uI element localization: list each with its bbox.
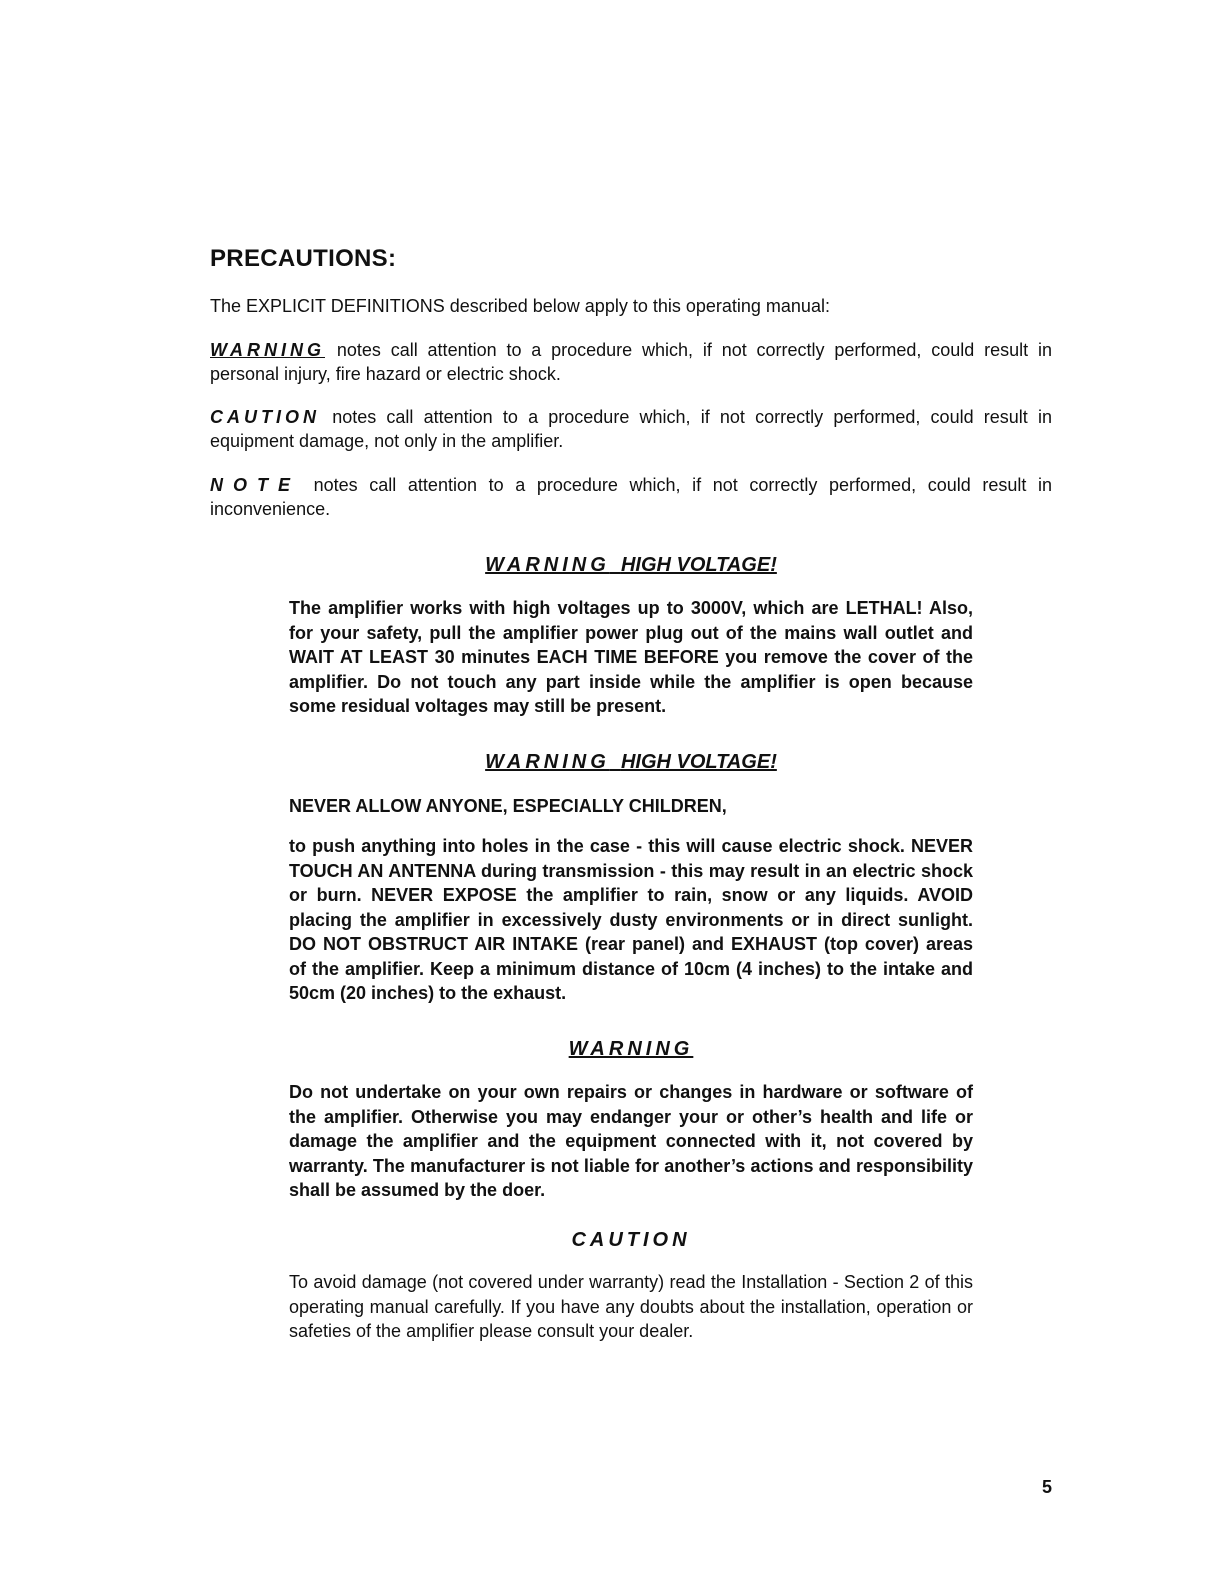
section-body: Do not undertake on your own repairs or changes in hardware or software of the amplifier. Otherwise you may endanger your or other’s health and life or damage the amplifier and the equipment connected with it, not covered by warranty. The manufacturer is not liable for another’s actions and responsibility shall be assumed by the doer. <box>289 1082 973 1200</box>
section-heading <box>210 1229 1052 1252</box>
definition-note <box>210 473 1052 521</box>
section-heading <box>210 751 1052 774</box>
intro-paragraph: The EXPLICIT DEFINITIONS described below apply to this operating manual: <box>210 296 830 316</box>
section-heading <box>210 1038 1052 1061</box>
page-number: 5 <box>1041 1477 1052 1497</box>
section-body: The amplifier works with high voltages up to 3000V, which are LETHAL! Also, for your safety, pull the amplifier power plug out of the mains wall outlet and WAIT AT LEAST 30 minutes EACH TIME BEFORE you remove the cover of the amplifier. Do not touch any part inside while the amplifier is open because some residual voltages may still be present. <box>289 598 973 716</box>
section-body: To avoid damage (not covered under warranty) read the Installation - Section 2 of this operating manual carefully. If you have any doubts about the installation, operation or safeties of the amplifier please consult your dealer. <box>289 1272 973 1341</box>
definition-text: notes call attention to a procedure which, if not correctly performed, could result in personal injury, fire hazard or electric shock. <box>210 340 1052 384</box>
definition-term: CAUTION <box>210 407 320 427</box>
heading-rest: HIGH VOLTAGE! <box>620 554 777 576</box>
heading-term: CAUTION <box>571 1229 691 1251</box>
section-heading <box>210 554 1052 577</box>
definition-text: notes call attention to a procedure which, if not correctly performed, could result in equipment damage, not only in the amplifier. <box>210 407 1052 451</box>
definition-text: notes call attention to a procedure which, if not correctly performed, could result in inconvenience. <box>210 475 1052 519</box>
heading-rest: HIGH VOLTAGE! <box>620 751 777 773</box>
heading-term: WARNING <box>485 554 610 576</box>
heading-term: WARNING <box>485 751 610 773</box>
definition-term: NOTE <box>210 475 301 495</box>
definition-warning <box>210 338 1052 386</box>
definition-term: WARNING <box>210 340 325 360</box>
section-body: to push anything into holes in the case - this will cause electric shock. NEVER TOUCH AN ANTENNA during transmission - this may result in an electric shock or burn. NEVER EXPOSE the amplifier to rain, snow or any liquids. AVOID placing the amplifier in excessively dusty environments or in direct sunlight. DO NOT OBSTRUCT AIR INTAKE (rear panel) and EXHAUST (top cover) areas of the amplifier. Keep a minimum distance of 10cm (4 inches) to the intake and 50cm (20 inches) to the exhaust. <box>289 836 973 1003</box>
section-lead: NEVER ALLOW ANYONE, ESPECIALLY CHILDREN, <box>289 796 727 816</box>
heading-term: WARNING <box>568 1038 694 1060</box>
page-title: PRECAUTIONS: <box>210 245 397 272</box>
definition-caution <box>210 405 1052 453</box>
